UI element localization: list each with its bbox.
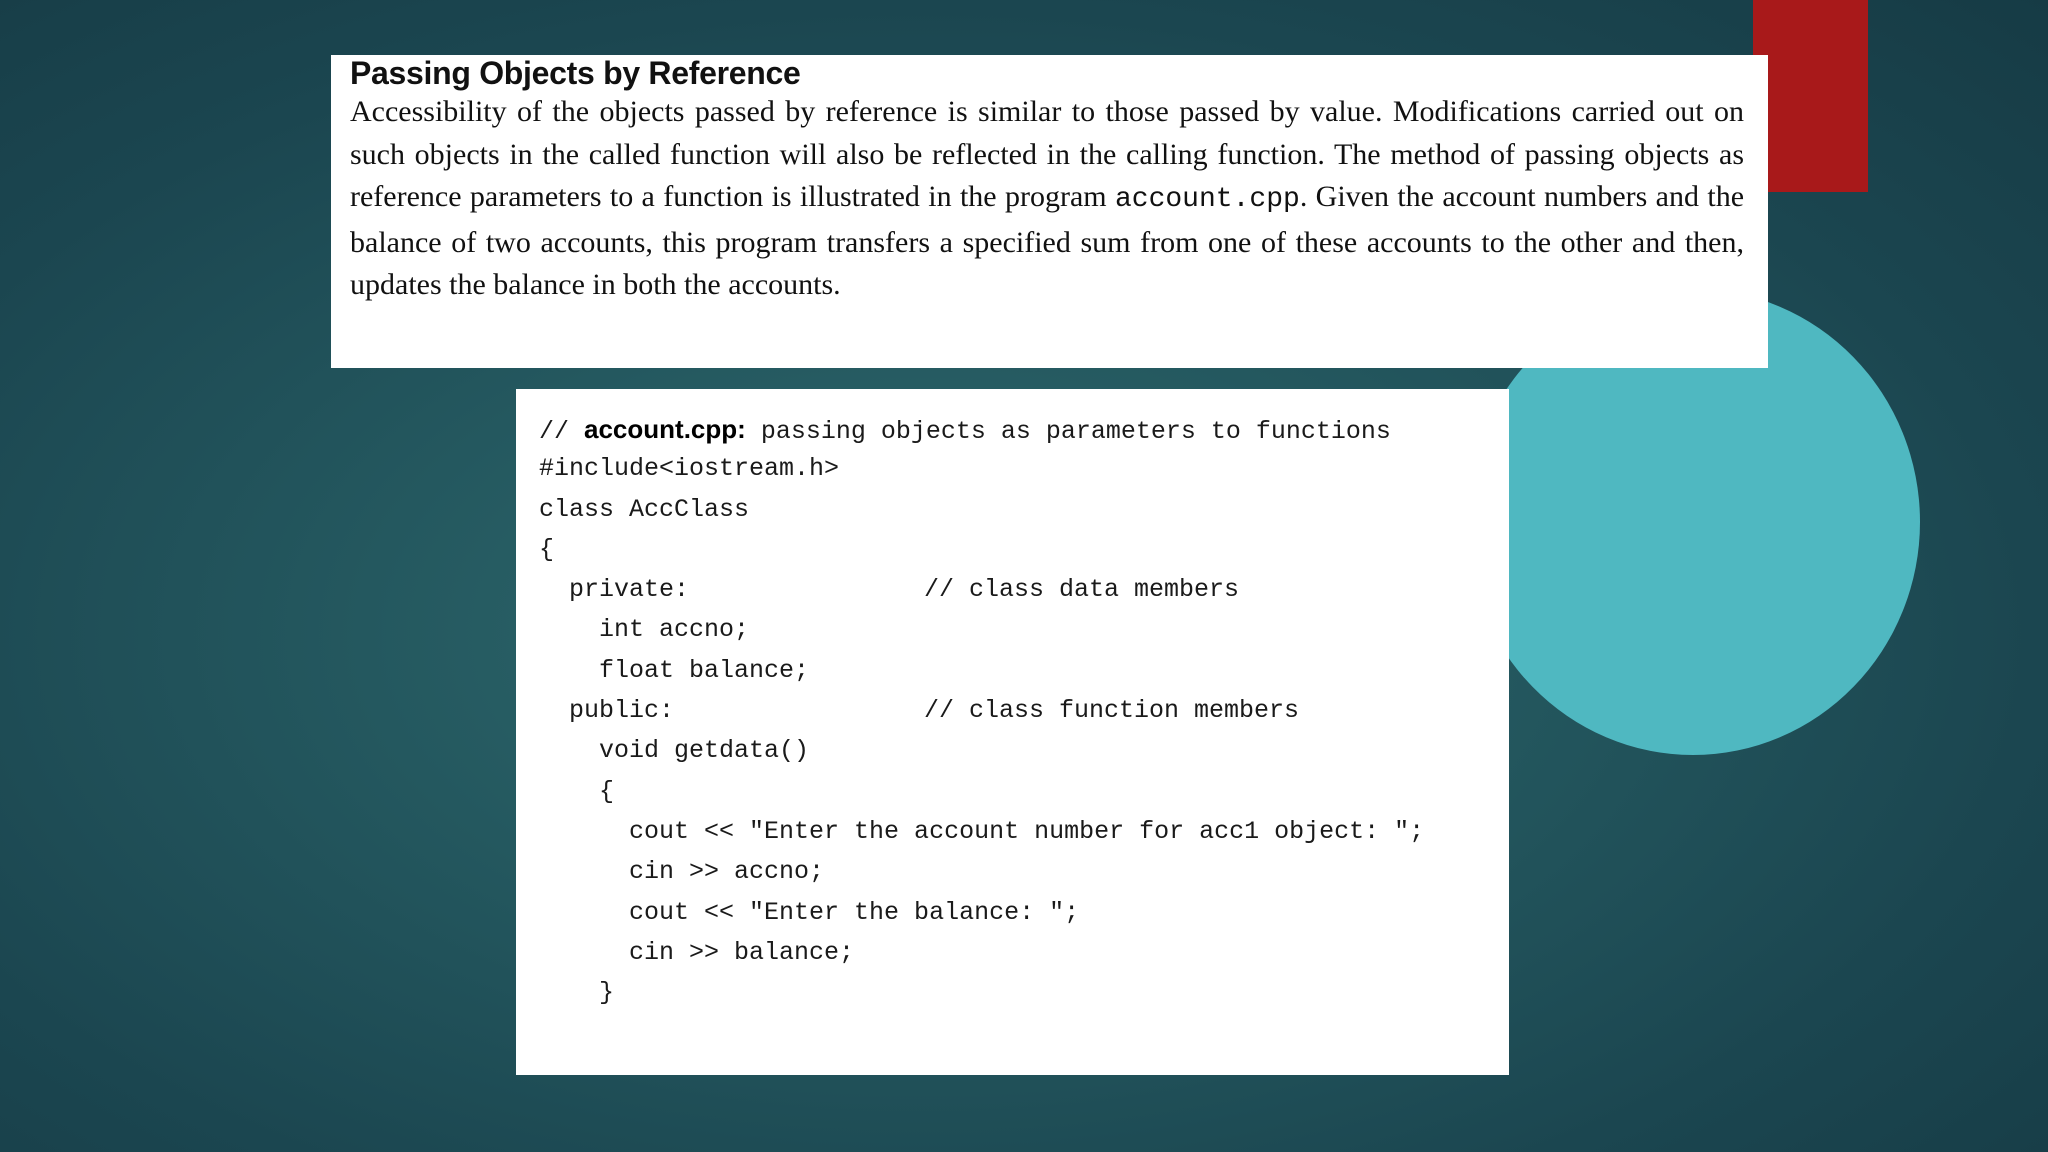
code-line: {: [539, 776, 615, 806]
code-line: cout << "Enter the account number for acc1 object: ";: [539, 816, 1425, 846]
code-header-prefix: //: [539, 417, 585, 446]
code-comment: // class data members: [924, 575, 1240, 605]
code-line: int accno;: [539, 615, 750, 645]
code-line: void getdata(): [539, 736, 810, 766]
body-paragraph: [350, 91, 1744, 307]
text-panel: [331, 55, 1768, 368]
paragraph-text-2: . Given the account numbers and the balance of two accounts, this program transfers a specified sum from one of these accounts to the other and then, updates the balance in both the accounts.: [350, 180, 1745, 301]
code-line: }: [539, 978, 615, 1008]
code-line-text: private:: [539, 575, 690, 605]
code-line-text: public:: [539, 696, 675, 726]
code-line: cin >> accno;: [539, 857, 825, 887]
code-panel: [516, 389, 1509, 1075]
paragraph-code-word: account.cpp: [1114, 184, 1300, 215]
code-comment: // class function members: [924, 696, 1300, 726]
code-line-private: [539, 570, 1509, 610]
red-accent-shape: [1753, 0, 1868, 192]
section-heading: Passing Objects by Reference: [350, 55, 801, 91]
code-line-public: [539, 691, 1509, 731]
code-line: class AccClass: [539, 494, 750, 524]
code-line: {: [539, 534, 555, 564]
code-header-line: [539, 409, 1509, 449]
code-line: float balance;: [539, 655, 810, 685]
code-line: #include<iostream.h>: [539, 454, 840, 484]
code-line: cin >> balance;: [539, 937, 855, 967]
code-line: cout << "Enter the balance: ";: [539, 897, 1080, 927]
paragraph-text-1: Accessibility of the objects passed by reference is similar to those passed by value. Modifications carried out on such objects in the called function will also be reflected in the calling function. The method of passing objects as reference parameters to a function is illustrated in the program: [350, 95, 1744, 213]
code-header-filename: account.cpp:: [584, 414, 746, 444]
code-header-rest: passing objects as parameters to functions: [745, 417, 1391, 446]
